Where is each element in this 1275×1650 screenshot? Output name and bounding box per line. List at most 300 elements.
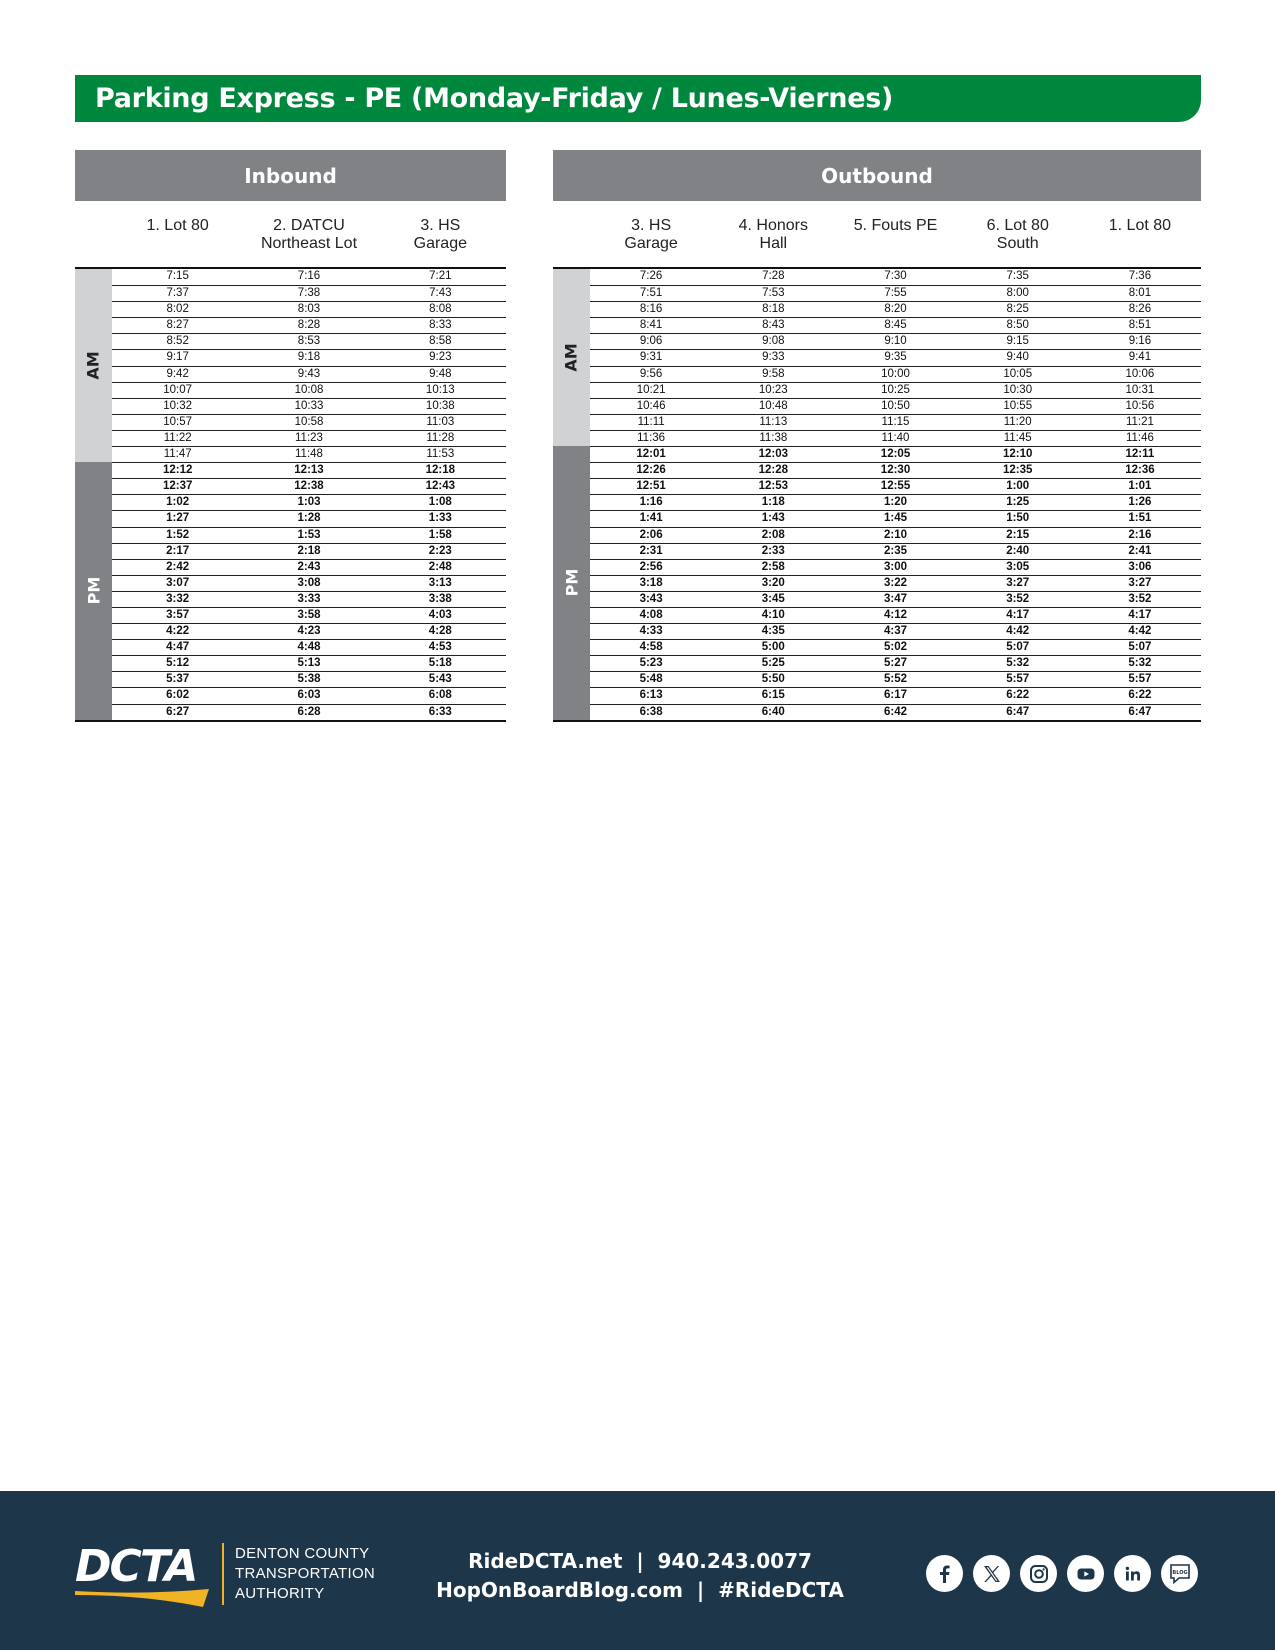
table-row bbox=[590, 269, 1201, 285]
time-cell: 10:08 bbox=[294, 383, 324, 396]
time-cell: 5:25 bbox=[761, 657, 785, 670]
authority-line: DENTON COUNTY bbox=[235, 1545, 370, 1562]
time-cell: 8:03 bbox=[297, 303, 321, 316]
pm-label: PM bbox=[84, 577, 103, 605]
table-row bbox=[112, 414, 506, 430]
time-cell: 10:50 bbox=[881, 399, 910, 412]
table-row bbox=[590, 543, 1201, 559]
table-row bbox=[112, 575, 506, 591]
time-cell: 9:08 bbox=[762, 335, 785, 348]
time-cell: 11:22 bbox=[163, 431, 192, 444]
time-cell: 4:47 bbox=[166, 641, 190, 654]
time-cell: 9:35 bbox=[884, 351, 907, 364]
time-cell: 3:13 bbox=[428, 576, 452, 589]
time-cell: 4:42 bbox=[1006, 625, 1030, 638]
column-header-line: 5. Fouts PE bbox=[853, 217, 938, 234]
column-header bbox=[1079, 201, 1201, 267]
table-row bbox=[590, 607, 1201, 623]
time-cell: 6:22 bbox=[1006, 689, 1030, 702]
time-cell: 5:18 bbox=[428, 657, 452, 670]
table-row bbox=[590, 494, 1201, 510]
column-header bbox=[112, 201, 243, 267]
time-cell: 11:11 bbox=[637, 415, 665, 428]
time-cell: 6:47 bbox=[1128, 705, 1152, 718]
table-row bbox=[112, 333, 506, 349]
table-row bbox=[112, 494, 506, 510]
time-cell: 10:32 bbox=[163, 399, 193, 412]
time-cell: 1:16 bbox=[639, 496, 663, 509]
time-cell: 1:43 bbox=[761, 512, 785, 525]
table-row bbox=[112, 301, 506, 317]
time-cell: 3:27 bbox=[1128, 576, 1152, 589]
table-row bbox=[112, 527, 506, 543]
outbound-rows bbox=[590, 269, 1201, 720]
table-row bbox=[590, 462, 1201, 478]
time-cell: 12:05 bbox=[880, 448, 911, 461]
time-cell: 10:05 bbox=[1003, 367, 1033, 380]
time-cell: 10:00 bbox=[881, 367, 910, 380]
pm-period-label bbox=[553, 446, 590, 720]
time-cell: 8:01 bbox=[1128, 287, 1152, 300]
time-cell: 4:10 bbox=[761, 608, 785, 621]
time-cell: 1:08 bbox=[428, 496, 452, 509]
table-row bbox=[590, 655, 1201, 671]
table-row bbox=[590, 285, 1201, 301]
column-header bbox=[590, 201, 712, 267]
table-row bbox=[112, 382, 506, 398]
time-cell: 3:05 bbox=[1006, 560, 1030, 573]
time-cell: 1:58 bbox=[428, 528, 452, 541]
time-cell: 1:52 bbox=[166, 528, 190, 541]
time-cell: 5:43 bbox=[428, 673, 452, 686]
time-cell: 12:43 bbox=[425, 480, 456, 493]
time-cell: 9:33 bbox=[762, 351, 785, 364]
table-row bbox=[590, 575, 1201, 591]
time-cell: 12:11 bbox=[1125, 448, 1155, 461]
time-cell: 5:57 bbox=[1006, 673, 1030, 686]
time-cell: 11:40 bbox=[881, 431, 910, 444]
time-cell: 1:27 bbox=[166, 512, 190, 525]
table-row bbox=[590, 317, 1201, 333]
am-period-label bbox=[553, 269, 590, 446]
time-cell: 4:03 bbox=[428, 608, 452, 621]
time-cell: 8:33 bbox=[429, 319, 452, 332]
time-cell: 5:07 bbox=[1006, 641, 1030, 654]
time-cell: 3:52 bbox=[1128, 592, 1152, 605]
time-cell: 1:45 bbox=[883, 512, 908, 525]
time-cell: 9:10 bbox=[884, 335, 907, 348]
time-cell: 2:10 bbox=[883, 528, 908, 541]
logo-divider bbox=[222, 1543, 224, 1605]
column-header-line: Garage bbox=[413, 235, 467, 252]
time-cell: 5:48 bbox=[639, 673, 663, 686]
time-cell: 7:28 bbox=[762, 270, 785, 282]
table-row bbox=[112, 446, 506, 462]
time-cell: 11:45 bbox=[1003, 431, 1032, 444]
table-row bbox=[112, 704, 506, 720]
page-title: Parking Express - PE (Monday-Friday / Lunes-Viernes) bbox=[95, 83, 894, 114]
time-cell: 2:40 bbox=[1006, 544, 1030, 557]
time-cell: 4:08 bbox=[639, 608, 663, 621]
time-cell: 10:38 bbox=[425, 399, 455, 412]
time-cell: 2:15 bbox=[1006, 528, 1030, 541]
column-header-line: 3. HS bbox=[420, 217, 461, 234]
title-bar bbox=[75, 75, 1201, 122]
time-cell: 10:31 bbox=[1125, 383, 1155, 396]
time-cell: 8:53 bbox=[297, 335, 321, 348]
time-cell: 8:27 bbox=[166, 319, 189, 332]
table-row bbox=[590, 687, 1201, 703]
table-row bbox=[112, 671, 506, 687]
time-cell: 7:43 bbox=[429, 287, 452, 300]
time-cell: 3:57 bbox=[166, 608, 190, 621]
time-cell: 12:12 bbox=[162, 464, 193, 477]
time-cell: 8:41 bbox=[639, 319, 663, 332]
table-row bbox=[112, 510, 506, 526]
time-cell: 5:02 bbox=[883, 641, 908, 654]
column-header bbox=[834, 201, 956, 267]
time-cell: 3:00 bbox=[883, 560, 908, 573]
am-label: AM bbox=[84, 351, 103, 380]
time-cell: 6:02 bbox=[166, 689, 190, 702]
table-row bbox=[112, 639, 506, 655]
table-row bbox=[112, 687, 506, 703]
time-cell: 12:18 bbox=[425, 464, 456, 477]
pm-period-label bbox=[75, 462, 112, 720]
linkedin-icon[interactable] bbox=[1114, 1555, 1151, 1592]
time-cell: 12:55 bbox=[880, 480, 911, 493]
column-header-spacer bbox=[75, 201, 112, 267]
column-header-line: 3. HS bbox=[631, 217, 672, 234]
time-cell: 3:20 bbox=[761, 576, 785, 589]
time-cell: 8:43 bbox=[762, 319, 785, 332]
time-cell: 2:33 bbox=[761, 544, 785, 557]
time-cell: 2:56 bbox=[639, 560, 663, 573]
time-cell: 2:06 bbox=[639, 528, 663, 541]
inbound-heading: Inbound bbox=[75, 150, 506, 201]
time-cell: 8:20 bbox=[884, 303, 907, 316]
time-cell: 5:38 bbox=[297, 673, 321, 686]
time-cell: 3:45 bbox=[761, 592, 785, 605]
time-cell: 4:37 bbox=[883, 625, 908, 638]
table-row bbox=[112, 623, 506, 639]
time-cell: 3:06 bbox=[1128, 560, 1152, 573]
time-cell: 12:01 bbox=[636, 448, 666, 461]
time-cell: 11:28 bbox=[426, 431, 455, 444]
time-cell: 8:52 bbox=[166, 335, 189, 348]
time-cell: 2:23 bbox=[428, 544, 452, 557]
instagram-icon[interactable] bbox=[1020, 1555, 1057, 1592]
table-row bbox=[112, 285, 506, 301]
time-cell: 7:36 bbox=[1128, 270, 1152, 282]
time-cell: 12:28 bbox=[758, 464, 789, 477]
time-cell: 1:01 bbox=[1128, 480, 1152, 493]
time-cell: 1:03 bbox=[297, 496, 321, 509]
time-cell: 2:17 bbox=[166, 544, 190, 557]
time-cell: 12:26 bbox=[636, 464, 666, 477]
time-cell: 8:26 bbox=[1128, 303, 1152, 316]
column-header-line: Northeast Lot bbox=[260, 235, 358, 252]
time-cell: 11:38 bbox=[759, 431, 788, 444]
time-cell: 12:36 bbox=[1125, 464, 1155, 477]
table-row bbox=[112, 559, 506, 575]
time-cell: 12:53 bbox=[758, 480, 789, 493]
authority-line: TRANSPORTATION bbox=[235, 1565, 376, 1582]
time-cell: 2:41 bbox=[1128, 544, 1152, 557]
time-cell: 4:22 bbox=[166, 625, 190, 638]
table-row bbox=[590, 398, 1201, 414]
am-period-label bbox=[75, 269, 112, 462]
column-header bbox=[712, 201, 834, 267]
time-cell: 1:41 bbox=[639, 512, 663, 525]
time-cell: 4:42 bbox=[1128, 625, 1152, 638]
time-cell: 1:00 bbox=[1006, 480, 1030, 493]
time-cell: 8:58 bbox=[429, 335, 452, 348]
time-cell: 9:17 bbox=[166, 351, 189, 364]
table-row bbox=[112, 462, 506, 478]
time-cell: 1:25 bbox=[1006, 496, 1030, 509]
time-cell: 7:26 bbox=[639, 270, 663, 282]
time-cell: 7:35 bbox=[1006, 270, 1029, 282]
time-cell: 9:23 bbox=[429, 351, 452, 364]
time-cell: 5:23 bbox=[639, 657, 663, 670]
time-cell: 11:48 bbox=[295, 448, 323, 461]
youtube-icon[interactable] bbox=[1067, 1555, 1104, 1592]
time-cell: 3:18 bbox=[639, 576, 663, 589]
table-row bbox=[112, 366, 506, 382]
time-cell: 6:42 bbox=[883, 705, 908, 718]
time-cell: 3:22 bbox=[883, 576, 908, 589]
table-row bbox=[590, 414, 1201, 430]
table-row bbox=[112, 543, 506, 559]
time-cell: 10:21 bbox=[636, 383, 666, 396]
time-cell: 12:30 bbox=[880, 464, 911, 477]
time-cell: 2:58 bbox=[761, 560, 785, 573]
time-cell: 3:27 bbox=[1006, 576, 1030, 589]
table-row bbox=[112, 478, 506, 494]
time-cell: 10:46 bbox=[636, 399, 666, 412]
time-cell: 3:33 bbox=[297, 592, 321, 605]
x-icon[interactable] bbox=[973, 1555, 1010, 1592]
table-row bbox=[590, 382, 1201, 398]
time-cell: 6:22 bbox=[1128, 689, 1152, 702]
table-row bbox=[590, 639, 1201, 655]
pm-label: PM bbox=[562, 569, 581, 597]
time-cell: 6:08 bbox=[428, 689, 452, 702]
blog-label: BLOG bbox=[1171, 1569, 1188, 1576]
time-cell: 5:00 bbox=[761, 641, 785, 654]
logo-text: DCTA bbox=[75, 1541, 197, 1592]
time-cell: 8:08 bbox=[429, 303, 452, 316]
contact-info bbox=[420, 1547, 860, 1605]
outbound-body bbox=[553, 269, 1201, 722]
time-cell: 3:07 bbox=[166, 576, 190, 589]
time-cell: 6:28 bbox=[297, 705, 321, 718]
time-cell: 5:32 bbox=[1006, 657, 1030, 670]
inbound-table bbox=[75, 150, 506, 722]
time-cell: 11:15 bbox=[881, 415, 910, 428]
time-cell: 3:08 bbox=[297, 576, 321, 589]
outbound-periods bbox=[553, 269, 590, 720]
time-cell: 12:13 bbox=[294, 464, 324, 477]
table-row bbox=[590, 333, 1201, 349]
authority-name bbox=[235, 1544, 375, 1604]
time-cell: 1:50 bbox=[1006, 512, 1030, 525]
column-header-line: 2. DATCU bbox=[273, 217, 345, 234]
time-cell: 1:53 bbox=[297, 528, 321, 541]
time-cell: 9:15 bbox=[1006, 335, 1029, 348]
time-cell: 7:37 bbox=[166, 287, 189, 300]
inbound-body bbox=[75, 269, 506, 722]
column-header-line: 6. Lot 80 bbox=[986, 217, 1049, 234]
time-cell: 2:31 bbox=[639, 544, 663, 557]
table-row bbox=[590, 349, 1201, 365]
contact-line-website-phone[interactable]: RideDCTA.net | 940.243.0077 bbox=[468, 1549, 812, 1573]
table-row bbox=[590, 623, 1201, 639]
time-cell: 4:33 bbox=[639, 625, 663, 638]
time-cell: 12:35 bbox=[1003, 464, 1033, 477]
time-cell: 5:27 bbox=[883, 657, 908, 670]
table-row bbox=[112, 655, 506, 671]
time-cell: 10:57 bbox=[163, 415, 193, 428]
facebook-icon[interactable] bbox=[926, 1555, 963, 1592]
footer bbox=[0, 1491, 1275, 1650]
time-cell: 10:48 bbox=[758, 399, 788, 412]
table-row bbox=[590, 301, 1201, 317]
time-cell: 12:10 bbox=[1003, 448, 1033, 461]
time-cell: 6:17 bbox=[883, 689, 908, 702]
time-cell: 4:28 bbox=[428, 625, 452, 638]
time-cell: 12:37 bbox=[162, 480, 193, 493]
time-cell: 8:02 bbox=[166, 303, 189, 316]
time-cell: 4:17 bbox=[1006, 608, 1030, 621]
time-cell: 8:50 bbox=[1006, 319, 1029, 332]
table-row bbox=[590, 366, 1201, 382]
time-cell: 4:23 bbox=[297, 625, 321, 638]
column-header-line: 1. Lot 80 bbox=[1108, 217, 1172, 234]
time-cell: 9:56 bbox=[639, 367, 663, 380]
time-cell: 9:41 bbox=[1128, 351, 1152, 364]
time-cell: 6:38 bbox=[639, 705, 663, 718]
time-cell: 5:12 bbox=[166, 657, 190, 670]
table-row bbox=[590, 671, 1201, 687]
time-cell: 4:58 bbox=[639, 641, 663, 654]
time-cell: 11:21 bbox=[1125, 415, 1154, 428]
outbound-heading: Outbound bbox=[553, 150, 1201, 201]
time-cell: 8:16 bbox=[639, 303, 663, 316]
time-cell: 2:16 bbox=[1128, 528, 1152, 541]
time-cell: 5:07 bbox=[1128, 641, 1152, 654]
time-cell: 3:47 bbox=[883, 592, 908, 605]
time-cell: 4:17 bbox=[1128, 608, 1152, 621]
time-cell: 9:48 bbox=[429, 367, 452, 380]
authority-line: AUTHORITY bbox=[235, 1585, 325, 1602]
time-cell: 4:12 bbox=[883, 608, 908, 621]
time-cell: 8:45 bbox=[884, 319, 907, 332]
time-cell: 11:13 bbox=[759, 415, 788, 428]
table-row bbox=[590, 446, 1201, 462]
time-cell: 12:03 bbox=[758, 448, 789, 461]
inbound-rows bbox=[112, 269, 506, 720]
time-cell: 11:23 bbox=[295, 431, 323, 444]
time-cell: 1:33 bbox=[428, 512, 452, 525]
table-row bbox=[112, 398, 506, 414]
time-cell: 7:21 bbox=[429, 270, 452, 282]
time-cell: 2:18 bbox=[297, 544, 321, 557]
inbound-periods bbox=[75, 269, 112, 720]
am-label: AM bbox=[562, 343, 581, 372]
time-cell: 6:13 bbox=[639, 689, 663, 702]
time-cell: 4:53 bbox=[428, 641, 452, 654]
outbound-table bbox=[553, 150, 1201, 722]
time-cell: 5:13 bbox=[297, 657, 321, 670]
time-cell: 8:18 bbox=[762, 303, 785, 316]
time-cell: 1:28 bbox=[297, 512, 321, 525]
time-cell: 7:15 bbox=[166, 270, 189, 282]
blog-icon[interactable] bbox=[1161, 1555, 1198, 1592]
time-cell: 2:42 bbox=[166, 560, 190, 573]
time-cell: 3:58 bbox=[297, 608, 321, 621]
time-cell: 10:58 bbox=[294, 415, 324, 428]
time-cell: 8:51 bbox=[1128, 319, 1152, 332]
time-cell: 2:43 bbox=[297, 560, 321, 573]
dcta-logo[interactable] bbox=[75, 1541, 215, 1611]
time-cell: 2:48 bbox=[428, 560, 452, 573]
table-row bbox=[112, 317, 506, 333]
time-cell: 3:32 bbox=[166, 592, 190, 605]
inbound-column-headers bbox=[75, 201, 506, 269]
time-cell: 10:07 bbox=[163, 383, 193, 396]
column-header-spacer bbox=[553, 201, 590, 267]
column-header-line: South bbox=[996, 235, 1039, 252]
time-cell: 10:30 bbox=[1003, 383, 1033, 396]
time-cell: 6:15 bbox=[761, 689, 785, 702]
time-cell: 5:57 bbox=[1128, 673, 1152, 686]
column-header-line: Garage bbox=[624, 235, 678, 252]
table-row bbox=[590, 704, 1201, 720]
table-row bbox=[590, 478, 1201, 494]
time-cell: 3:38 bbox=[428, 592, 452, 605]
time-cell: 9:06 bbox=[639, 335, 663, 348]
time-cell: 10:06 bbox=[1125, 367, 1155, 380]
time-cell: 10:56 bbox=[1125, 399, 1155, 412]
time-cell: 5:50 bbox=[761, 673, 785, 686]
time-cell: 1:02 bbox=[166, 496, 190, 509]
time-cell: 10:13 bbox=[425, 383, 455, 396]
table-row bbox=[590, 510, 1201, 526]
time-cell: 7:16 bbox=[297, 270, 321, 282]
column-header-line: Hall bbox=[759, 235, 788, 252]
table-row bbox=[112, 349, 506, 365]
time-cell: 10:23 bbox=[758, 383, 788, 396]
social-links bbox=[926, 1555, 1198, 1592]
time-cell: 9:58 bbox=[762, 367, 785, 380]
table-row bbox=[590, 430, 1201, 446]
time-cell: 8:28 bbox=[297, 319, 321, 332]
column-header bbox=[243, 201, 374, 267]
time-cell: 9:40 bbox=[1006, 351, 1029, 364]
time-cell: 5:52 bbox=[883, 673, 908, 686]
table-row bbox=[590, 559, 1201, 575]
contact-line-blog-hashtag[interactable]: HopOnBoardBlog.com | #RideDCTA bbox=[436, 1578, 844, 1602]
time-cell: 7:30 bbox=[884, 270, 907, 282]
time-cell: 11:36 bbox=[637, 431, 666, 444]
time-cell: 1:26 bbox=[1128, 496, 1152, 509]
time-cell: 7:38 bbox=[297, 287, 321, 300]
time-cell: 9:31 bbox=[639, 351, 663, 364]
time-cell: 1:20 bbox=[883, 496, 908, 509]
time-cell: 1:18 bbox=[761, 496, 785, 509]
